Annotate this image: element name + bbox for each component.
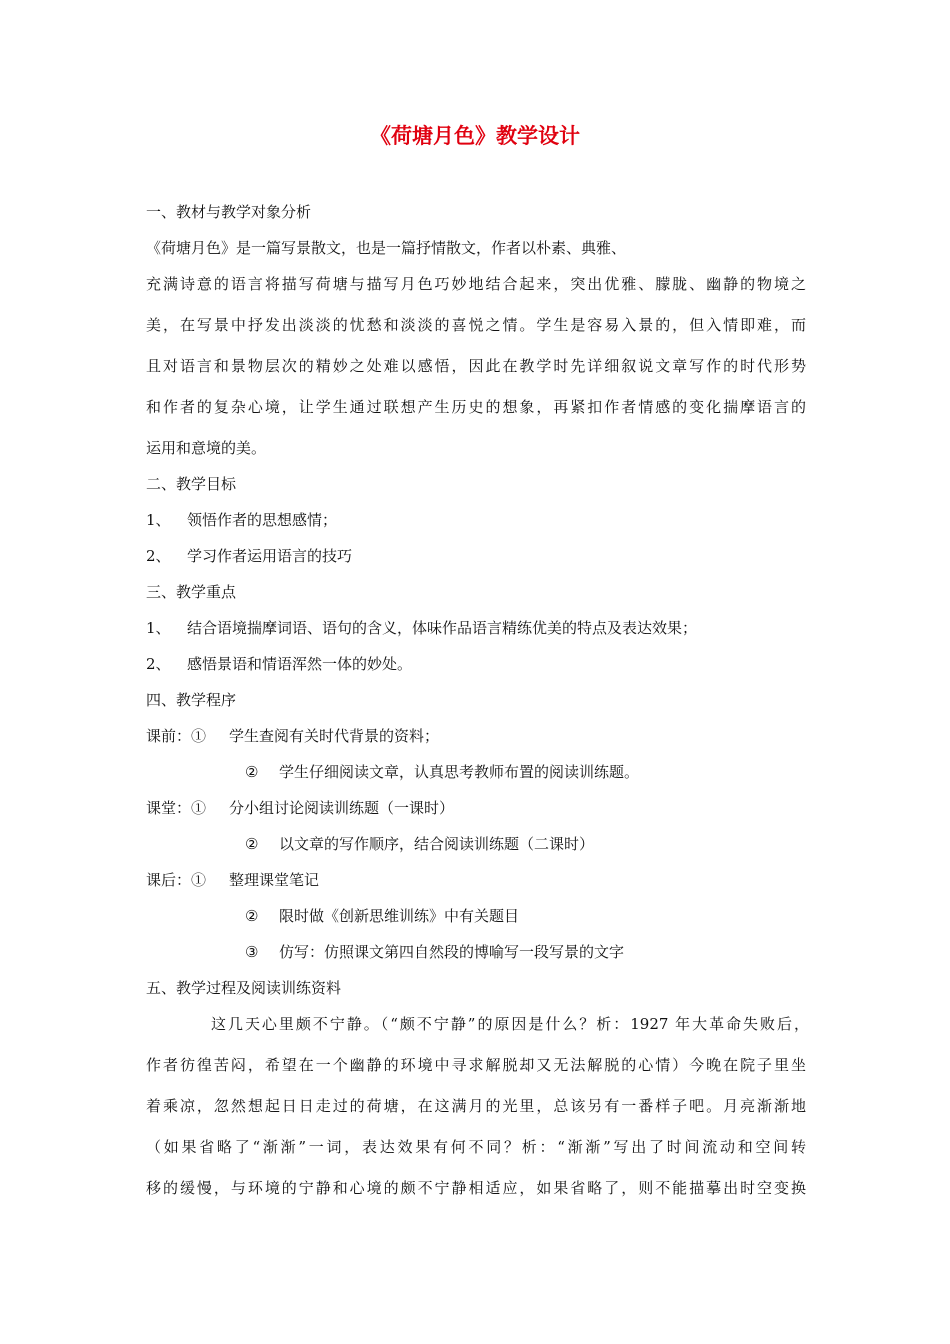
list-item: 领悟作者的思想感情； <box>187 511 338 529</box>
list-item: 感悟景语和情语浑然一体的妙处。 <box>187 655 413 673</box>
paragraph-line: 充满诗意的语言将描写荷塘与描写月色巧妙地结合起来，突出优雅、朦胧、幽静的物境之 <box>146 275 806 293</box>
procedure-item: 限时做《创新思维训练》中有关题目 <box>279 907 520 925</box>
procedure-item: 整理课堂笔记 <box>229 871 320 889</box>
section-heading-4: 四、教学程序 <box>146 691 237 709</box>
list-item-number: 2、 <box>146 655 171 673</box>
procedure-marker: ② <box>245 907 259 925</box>
procedure-item: 仿写：仿照课文第四自然段的博喻写一段写景的文字 <box>279 943 625 961</box>
list-item-number: 2、 <box>146 547 171 565</box>
procedure-marker: ② <box>245 763 259 781</box>
procedure-item: 分小组讨论阅读训练题（一课时） <box>229 799 455 817</box>
list-item: 学习作者运用语言的技巧 <box>187 547 353 565</box>
paragraph-line: 这几天心里颇不宁静。（“颇不宁静”的原因是什么？析：1927 年大革命失败后， <box>211 1015 809 1033</box>
procedure-item: 学生仔细阅读文章，认真思考教师布置的阅读训练题。 <box>279 763 640 781</box>
procedure-item: 学生查阅有关时代背景的资料； <box>229 727 440 745</box>
list-item-number: 1、 <box>146 511 171 529</box>
paragraph-line: 运用和意境的美。 <box>146 439 267 457</box>
paragraph-line: 移的缓慢，与环境的宁静和心境的颇不宁静相适应，如果省略了，则不能描摹出时空变换 <box>146 1179 806 1197</box>
paragraph-line: 美，在写景中抒发出淡淡的忧愁和淡淡的喜悦之情。学生是容易入景的，但入情即难，而 <box>146 316 806 334</box>
paragraph-line: 着乘凉，忽然想起日日走过的荷塘，在这满月的光里，总该另有一番样子吧。月亮渐渐地 <box>146 1097 806 1115</box>
list-item: 结合语境揣摩词语、语句的含义，体味作品语言精练优美的特点及表达效果； <box>187 619 698 637</box>
paragraph-line: 《荷塘月色》是一篇写景散文，也是一篇抒情散文，作者以朴素、典雅、 <box>146 239 627 257</box>
procedure-item: 以文章的写作顺序，结合阅读训练题（二课时） <box>279 835 595 853</box>
section-heading-3: 三、教学重点 <box>146 583 237 601</box>
procedure-marker: ② <box>245 835 259 853</box>
paragraph-line: 且对语言和景物层次的精妙之处难以感悟，因此在教学时先详细叙说文章写作的时代形势 <box>146 357 806 375</box>
procedure-marker: ③ <box>245 943 259 961</box>
procedure-label-before: 课前：① <box>146 727 207 745</box>
paragraph-line: 和作者的复杂心境，让学生通过联想产生历史的想象，再紧扣作者情感的变化揣摩语言的 <box>146 398 806 416</box>
section-heading-1: 一、教材与教学对象分析 <box>146 203 312 221</box>
paragraph-line: （如果省略了“渐渐”一词，表达效果有何不同？析：“渐渐”写出了时间流动和空间转 <box>146 1138 806 1156</box>
paragraph-line: 作者彷徨苦闷，希望在一个幽静的环境中寻求解脱却又无法解脱的心情）今晚在院子里坐 <box>146 1056 806 1074</box>
section-heading-2: 二、教学目标 <box>146 475 237 493</box>
section-heading-5: 五、教学过程及阅读训练资料 <box>146 979 342 997</box>
list-item-number: 1、 <box>146 619 171 637</box>
procedure-label-during: 课堂：① <box>146 799 207 817</box>
document-title: 《荷塘月色》教学设计 <box>370 123 580 148</box>
procedure-label-after: 课后：① <box>146 871 207 889</box>
